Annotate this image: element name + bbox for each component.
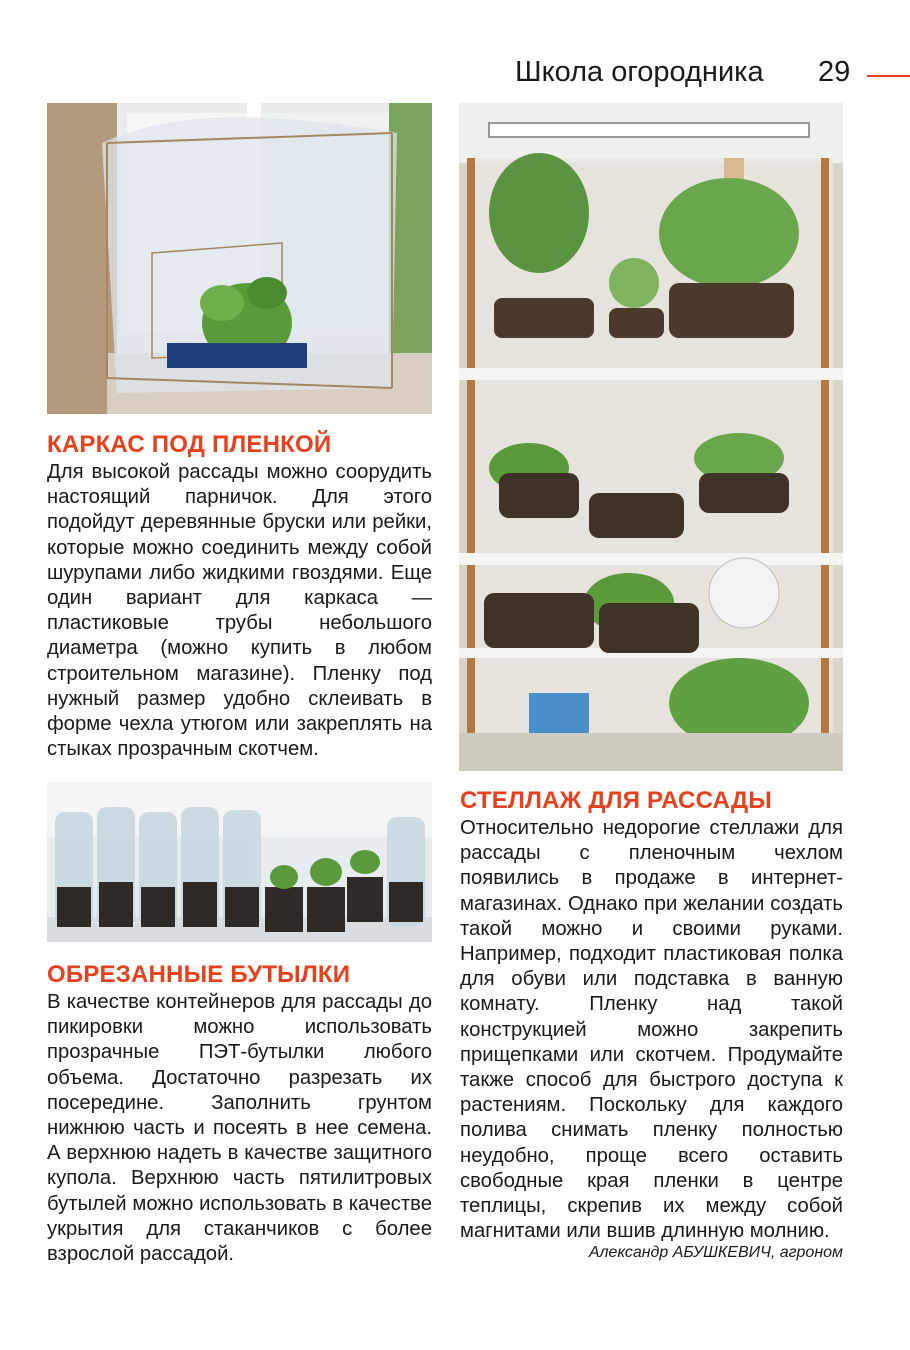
photo-seedling-shelf	[459, 103, 843, 771]
heading-cut-bottles: ОБРЕЗАННЫЕ БУТЫЛКИ	[47, 961, 351, 988]
article-text-seedling-shelf	[460, 816, 843, 1244]
article-paragraph: В качестве контейнеров для рассады до пикировки можно использовать прозрачные ПЭТ-бутылки любого объема. Достаточно разрезать их посередине. Заполнить грунтом нижнюю часть и посеять в нее семена. А верхнюю надеть в качестве защитного купола. Верхнюю часть пятилитровых бутылей можно использовать в качестве укрытия для стаканчиков с более взрослой рассадой.	[47, 991, 432, 1266]
section-name: Школа огородника	[515, 56, 764, 88]
article-text-cut-bottles	[47, 990, 432, 1267]
article-paragraph: Для высокой рассады можно соорудить настоящий парничок. Для этого подойдут деревянные бруски или рейки, которые можно соединить между собой шурупами либо жидкими гвоздями. Еще один вариант для каркаса — пластиковые трубы небольшого диаметра (можно купить в любом строительном магазине). Пленку под нужный размер удобно склеивать в форме чехла утюгом или закреплять на стыках прозрачным скотчем.	[47, 461, 432, 761]
header-rule	[867, 75, 910, 77]
heading-seedling-shelf: СТЕЛЛАЖ ДЛЯ РАССАДЫ	[460, 787, 772, 814]
photo-cut-bottles	[47, 782, 432, 942]
photo-film-frame	[47, 103, 432, 414]
article-text-film-frame	[47, 460, 432, 762]
article-paragraph: Относительно недорогие стеллажи для рассады с пленочным чехлом появились в продаже в интернет-магазинах. Однако при желании создать такой можно и своими руками. Например, подходит пластиковая полка для обуви или подставка в ванную комнату. Пленку над такой конструкцией можно закрепить прищепками или скотчем. Продумайте также способ для быстрого доступа к растениям. Поскольку для каждого полива снимать пленку полностью неудобно, проще всего оставить свободные края пленки в центре теплицы, скрепив их между собой магнитами или вшив длинную молнию.	[460, 817, 843, 1243]
author-signature: Александр АБУШКЕВИЧ, агроном	[588, 1244, 843, 1261]
heading-film-frame: КАРКАС ПОД ПЛЕНКОЙ	[47, 431, 332, 458]
page-number: 29	[818, 56, 851, 88]
running-head	[515, 56, 910, 96]
